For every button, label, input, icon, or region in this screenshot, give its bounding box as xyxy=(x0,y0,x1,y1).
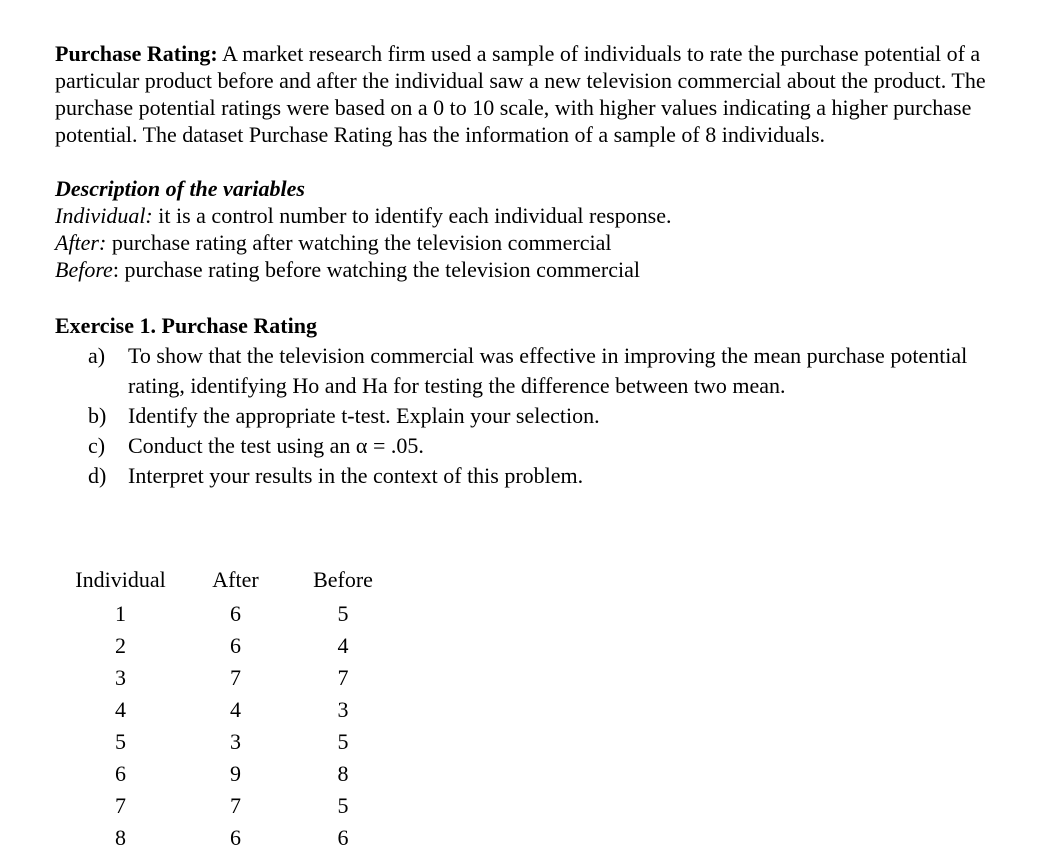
cell-after: 6 xyxy=(230,601,241,626)
variable-text: purchase rating after watching the television commercial xyxy=(106,230,612,255)
cell-after: 7 xyxy=(230,793,241,818)
variable-name: After: xyxy=(55,230,107,255)
exercise-section xyxy=(55,311,995,491)
question-letter: b) xyxy=(88,403,107,428)
cell-after: 3 xyxy=(230,729,241,754)
document-page xyxy=(55,40,995,850)
table-row xyxy=(55,729,393,761)
variable-text: it is a control number to identify each individual response. xyxy=(152,203,672,228)
variable-name: Individual: xyxy=(55,203,153,228)
variable-line-after xyxy=(55,229,995,256)
cell-after: 6 xyxy=(230,825,241,850)
table-row xyxy=(55,761,393,793)
description-heading: Description of the variables xyxy=(55,176,305,201)
cell-individual: 1 xyxy=(115,601,126,626)
cell-individual: 4 xyxy=(115,697,126,722)
cell-before: 5 xyxy=(337,793,349,818)
question-text: Conduct the test using an α = .05. xyxy=(128,433,424,458)
intro-paragraph xyxy=(55,40,995,148)
intro-title: Purchase Rating: xyxy=(55,41,218,66)
column-header-individual: Individual xyxy=(75,567,166,592)
table-row xyxy=(55,825,393,857)
variable-line-individual xyxy=(55,202,995,229)
cell-individual: 2 xyxy=(115,633,126,658)
question-letter: c) xyxy=(88,433,106,458)
cell-after: 9 xyxy=(230,761,241,786)
cell-before: 5 xyxy=(337,729,349,754)
purchase-rating-table xyxy=(55,567,393,857)
table-header-row xyxy=(55,567,393,601)
table-row xyxy=(55,601,393,633)
table-row xyxy=(55,793,393,825)
question-letter: d) xyxy=(88,463,107,488)
question-text: To show that the television commercial was effective in improving the mean purchase potential rating, identifying Ho and Ha for testing the difference between two mean. xyxy=(128,343,968,398)
cell-before: 7 xyxy=(337,665,349,690)
exercise-title: Exercise 1. Purchase Rating xyxy=(55,313,317,338)
question-b xyxy=(88,401,995,431)
cell-after: 4 xyxy=(230,697,241,722)
question-list xyxy=(55,341,995,491)
variable-line-before xyxy=(55,256,995,283)
cell-individual: 6 xyxy=(115,761,126,786)
cell-individual: 3 xyxy=(115,665,126,690)
question-c xyxy=(88,431,995,461)
question-text: Identify the appropriate t-test. Explain your selection. xyxy=(128,403,600,428)
variable-name: Before xyxy=(55,257,113,282)
cell-before: 3 xyxy=(337,697,349,722)
cell-after: 7 xyxy=(230,665,241,690)
column-header-after: After xyxy=(212,567,259,592)
variables-description xyxy=(55,175,995,283)
table-row xyxy=(55,697,393,729)
cell-individual: 8 xyxy=(115,825,126,850)
cell-before: 4 xyxy=(337,633,349,658)
question-text: Interpret your results in the context of this problem. xyxy=(128,463,584,488)
intro-text: A market research firm used a sample of individuals to rate the purchase potential of a particular product before and after the individual saw a new television commercial about the product. The purchase potential ratings were based on a 0 to 10 scale, with higher values indicating a higher purchase potential. The dataset Purchase Rating has the information of a sample of 8 individuals. xyxy=(55,41,986,147)
question-letter: a) xyxy=(88,343,106,368)
cell-before: 5 xyxy=(337,601,349,626)
question-d xyxy=(88,461,995,491)
question-a xyxy=(88,341,995,401)
column-header-before: Before xyxy=(313,567,373,592)
cell-before: 6 xyxy=(337,825,349,850)
table-row xyxy=(55,665,393,697)
cell-individual: 5 xyxy=(115,729,126,754)
cell-after: 6 xyxy=(230,633,241,658)
table-row xyxy=(55,633,393,665)
variable-text: : purchase rating before watching the television commercial xyxy=(112,257,641,282)
cell-before: 8 xyxy=(337,761,349,786)
cell-individual: 7 xyxy=(115,793,126,818)
